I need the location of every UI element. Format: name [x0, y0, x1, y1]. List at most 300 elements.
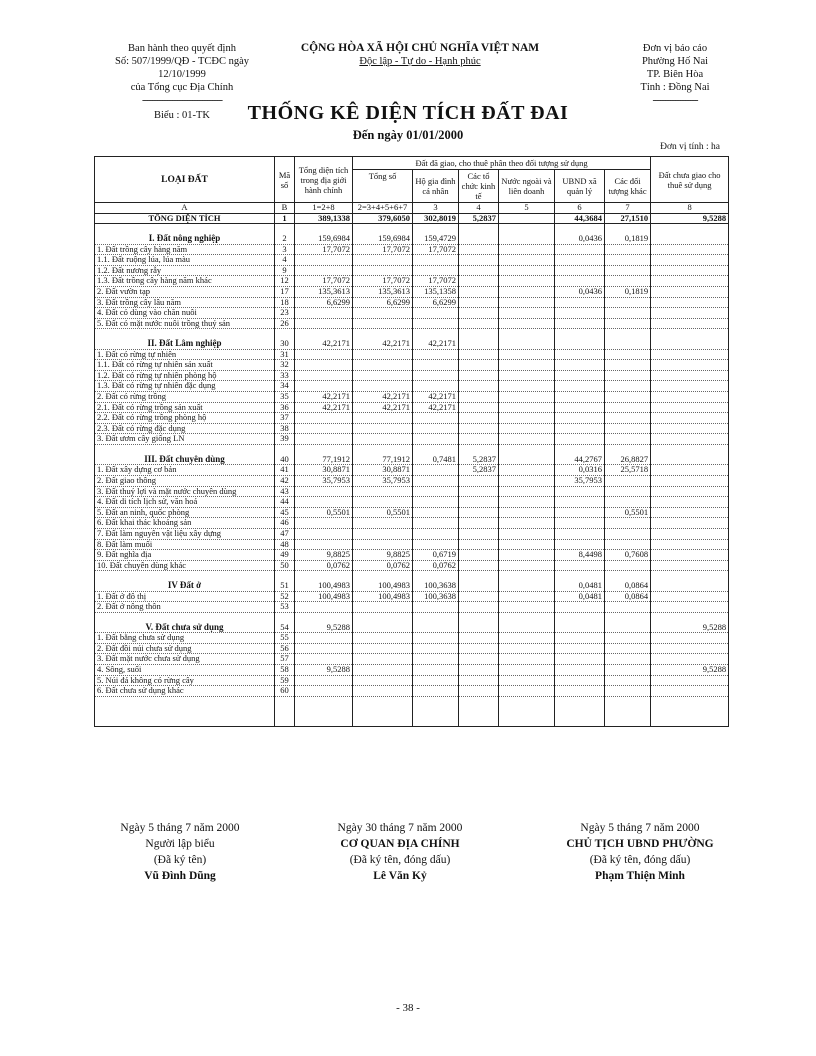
value-cell-c8 [651, 392, 729, 403]
value-cell-c6 [555, 308, 605, 319]
section-row [95, 234, 729, 244]
value-cell-c1 [295, 413, 353, 424]
value-cell-c5 [499, 465, 555, 476]
value-cell-c7 [605, 423, 651, 434]
blank-cell [353, 329, 413, 339]
sig-note: (Đã ký tên, đóng dấu) [589, 854, 691, 866]
land-type-cell: 1.3. Đất có rừng tự nhiên đặc dụng [95, 381, 275, 392]
blank-cell [95, 445, 275, 455]
blank-cell [413, 224, 459, 234]
value-cell-c7 [605, 497, 651, 508]
blank-cell [353, 717, 413, 727]
value-cell-c2 [353, 518, 413, 529]
value-cell-c5 [499, 654, 555, 665]
blank-cell [651, 571, 729, 581]
value-cell-c6 [555, 539, 605, 550]
code-cell: 47 [275, 528, 295, 539]
value-cell-c2: 379,6050 [353, 213, 413, 224]
col-land-type: LOẠI ĐẤT [95, 157, 275, 203]
value-cell-c6 [555, 381, 605, 392]
value-cell-c5 [499, 349, 555, 360]
blank-cell [555, 717, 605, 727]
section-row [95, 455, 729, 465]
land-type-cell: I. Đất nông nghiệp [95, 234, 275, 244]
value-cell-c4 [459, 591, 499, 602]
value-cell-c1 [295, 360, 353, 371]
value-cell-c5 [499, 234, 555, 244]
value-cell-c4 [459, 381, 499, 392]
value-cell-c8 [651, 297, 729, 308]
value-cell-c4 [459, 392, 499, 403]
value-cell-c8 [651, 486, 729, 497]
land-type-cell: 1. Đất xây dựng cơ bản [95, 465, 275, 476]
blank-cell [275, 571, 295, 581]
value-cell-c7: 0,1819 [605, 286, 651, 297]
code-cell: 26 [275, 318, 295, 329]
value-cell-c8 [651, 308, 729, 319]
value-cell-c7 [605, 486, 651, 497]
value-cell-c1 [295, 434, 353, 445]
value-cell-c4: 5,2837 [459, 465, 499, 476]
value-cell-c5 [499, 360, 555, 371]
value-cell-c1 [295, 486, 353, 497]
value-cell-c4 [459, 539, 499, 550]
value-cell-c8 [651, 244, 729, 255]
province-name: Tỉnh : Đồng Nai [640, 82, 710, 93]
value-cell-c8 [651, 339, 729, 349]
value-cell-c7 [605, 360, 651, 371]
table-row [95, 643, 729, 654]
land-type-cell: 5. Đất có mặt nước nuôi trồng thuỷ sản [95, 318, 275, 329]
land-type-cell: IV Đất ở [95, 581, 275, 591]
value-cell-c8 [651, 423, 729, 434]
section-row [95, 623, 729, 633]
column-index: 8 [651, 203, 729, 214]
column-index: B [275, 203, 295, 214]
signature-preparer [70, 820, 290, 884]
value-cell-c6: 0,0436 [555, 234, 605, 244]
value-cell-c7: 0,7608 [605, 550, 651, 561]
value-cell-c8 [651, 686, 729, 697]
value-cell-c2: 9,8825 [353, 550, 413, 561]
value-cell-c6 [555, 244, 605, 255]
blank-cell [555, 445, 605, 455]
code-cell: 30 [275, 339, 295, 349]
decision-line-2: Số: 507/1999/QĐ - TCĐC ngày 12/10/1999 [115, 56, 249, 80]
national-motto: Độc lập - Tự do - Hạnh phúc [359, 56, 481, 67]
value-cell-c8 [651, 539, 729, 550]
code-cell: 52 [275, 591, 295, 602]
value-cell-c7 [605, 560, 651, 571]
col-sub-total: Tổng số [353, 170, 413, 203]
value-cell-c6 [555, 255, 605, 266]
value-cell-c6 [555, 507, 605, 518]
blank-cell [651, 612, 729, 622]
sig-note: (Đã ký tên) [153, 854, 207, 866]
code-cell: 55 [275, 633, 295, 644]
value-cell-c1 [295, 255, 353, 266]
value-cell-c7: 26,8827 [605, 455, 651, 465]
blank-cell [295, 329, 353, 339]
value-cell-c7 [605, 518, 651, 529]
blank-cell [605, 571, 651, 581]
land-type-cell: V. Đất chưa sử dụng [95, 623, 275, 633]
sig-role: CƠ QUAN ĐỊA CHÍNH [340, 838, 460, 850]
code-cell: 2 [275, 234, 295, 244]
table-row [95, 465, 729, 476]
code-cell: 9 [275, 265, 295, 276]
value-cell-c2: 17,7072 [353, 244, 413, 255]
value-cell-c1 [295, 539, 353, 550]
code-cell: 40 [275, 455, 295, 465]
table-row [95, 297, 729, 308]
reporting-dashes: ------------------ [652, 95, 698, 106]
value-cell-c4 [459, 528, 499, 539]
code-cell: 41 [275, 465, 295, 476]
blank-row [95, 571, 729, 581]
table-row [95, 591, 729, 602]
value-cell-c1: 9,5288 [295, 665, 353, 676]
value-cell-c3 [413, 476, 459, 487]
blank-row [95, 717, 729, 727]
value-cell-c5 [499, 392, 555, 403]
value-cell-c2: 100,4983 [353, 581, 413, 591]
value-cell-c6 [555, 623, 605, 633]
code-cell: 59 [275, 675, 295, 686]
value-cell-c6 [555, 265, 605, 276]
value-cell-c6 [555, 297, 605, 308]
blank-cell [555, 707, 605, 717]
page-subtitle: Đến ngày 01/01/2000 [352, 128, 464, 142]
land-type-cell: 2.2. Đất có rừng trồng phòng hộ [95, 413, 275, 424]
value-cell-c5 [499, 402, 555, 413]
code-cell: 49 [275, 550, 295, 561]
value-cell-c2: 0,5501 [353, 507, 413, 518]
value-cell-c1 [295, 686, 353, 697]
value-cell-c2 [353, 497, 413, 508]
value-cell-c3 [413, 643, 459, 654]
value-cell-c2 [353, 528, 413, 539]
value-cell-c5 [499, 518, 555, 529]
value-cell-c4 [459, 686, 499, 697]
value-cell-c2: 30,8871 [353, 465, 413, 476]
land-type-cell: 2. Đất giao thông [95, 476, 275, 487]
blank-row [95, 445, 729, 455]
value-cell-c1: 389,1338 [295, 213, 353, 224]
value-cell-c8 [651, 675, 729, 686]
value-cell-c2 [353, 654, 413, 665]
blank-cell [295, 224, 353, 234]
value-cell-c1: 100,4983 [295, 591, 353, 602]
code-cell: 44 [275, 497, 295, 508]
value-cell-c4 [459, 265, 499, 276]
value-cell-c6 [555, 423, 605, 434]
value-cell-c5 [499, 213, 555, 224]
code-cell: 33 [275, 370, 295, 381]
value-cell-c8: 9,5288 [651, 623, 729, 633]
value-cell-c6 [555, 402, 605, 413]
column-index: 7 [605, 203, 651, 214]
total-row [95, 213, 729, 224]
value-cell-c1 [295, 675, 353, 686]
blank-cell [413, 707, 459, 717]
value-cell-c1 [295, 654, 353, 665]
value-cell-c5 [499, 455, 555, 465]
value-cell-c2 [353, 413, 413, 424]
value-cell-c5 [499, 276, 555, 287]
blank-cell [605, 612, 651, 622]
column-index-row [95, 203, 729, 214]
value-cell-c4: 5,2837 [459, 213, 499, 224]
blank-cell [605, 696, 651, 706]
code-cell: 45 [275, 507, 295, 518]
value-cell-c6 [555, 360, 605, 371]
value-cell-c1: 0,0762 [295, 560, 353, 571]
value-cell-c6 [555, 654, 605, 665]
value-cell-c4 [459, 286, 499, 297]
value-cell-c4 [459, 623, 499, 633]
blank-cell [459, 224, 499, 234]
value-cell-c1 [295, 643, 353, 654]
sig-date: Ngày 30 tháng 7 năm 2000 [337, 822, 463, 834]
blank-cell [499, 329, 555, 339]
value-cell-c5 [499, 550, 555, 561]
land-type-cell: 4. Đất di tích lịch sử, văn hoá [95, 497, 275, 508]
land-type-cell: 1. Đất có rừng tự nhiên [95, 349, 275, 360]
value-cell-c3 [413, 497, 459, 508]
value-cell-c3 [413, 434, 459, 445]
value-cell-c6 [555, 434, 605, 445]
table-row [95, 286, 729, 297]
value-cell-c2 [353, 255, 413, 266]
value-cell-c4 [459, 507, 499, 518]
code-cell: 18 [275, 297, 295, 308]
land-type-cell: 1. Đất ở đô thị [95, 591, 275, 602]
value-cell-c2 [353, 318, 413, 329]
blank-cell [499, 224, 555, 234]
value-cell-c8 [651, 550, 729, 561]
table-header [95, 157, 729, 214]
code-cell: 31 [275, 349, 295, 360]
code-cell: 17 [275, 286, 295, 297]
value-cell-c6 [555, 518, 605, 529]
code-cell: 56 [275, 643, 295, 654]
value-cell-c3 [413, 486, 459, 497]
blank-cell [275, 612, 295, 622]
blank-cell [353, 224, 413, 234]
sig-role: Người lập biểu [145, 838, 215, 850]
column-index: 3 [413, 203, 459, 214]
value-cell-c1 [295, 518, 353, 529]
column-index: A [95, 203, 275, 214]
value-cell-c5 [499, 581, 555, 591]
value-cell-c4 [459, 550, 499, 561]
value-cell-c3: 0,6719 [413, 550, 459, 561]
blank-cell [651, 445, 729, 455]
value-cell-c4 [459, 654, 499, 665]
value-cell-c8 [651, 560, 729, 571]
blank-cell [95, 707, 275, 717]
value-cell-c3 [413, 633, 459, 644]
blank-cell [275, 717, 295, 727]
value-cell-c8 [651, 633, 729, 644]
value-cell-c2: 135,3613 [353, 286, 413, 297]
value-cell-c3 [413, 602, 459, 613]
value-cell-c7 [605, 381, 651, 392]
land-type-cell: 2. Đất đồi núi chưa sử dụng [95, 643, 275, 654]
blank-row [95, 707, 729, 717]
blank-cell [499, 696, 555, 706]
blank-cell [605, 717, 651, 727]
blank-cell [499, 445, 555, 455]
blank-cell [605, 707, 651, 717]
value-cell-c3: 42,2171 [413, 339, 459, 349]
blank-cell [413, 329, 459, 339]
blank-cell [275, 329, 295, 339]
table-row [95, 402, 729, 413]
signature-ward-chairman [530, 820, 750, 884]
code-cell: 60 [275, 686, 295, 697]
value-cell-c7 [605, 528, 651, 539]
table-row [95, 665, 729, 676]
section-row [95, 581, 729, 591]
value-cell-c7 [605, 392, 651, 403]
page-title: THỐNG KÊ DIỆN TÍCH ĐẤT ĐAI [247, 102, 569, 124]
land-type-cell: 6. Đất chưa sử dụng khác [95, 686, 275, 697]
column-index: 2=3+4+5+6+7 [353, 203, 413, 214]
value-cell-c1 [295, 349, 353, 360]
value-cell-c7: 0,0864 [605, 591, 651, 602]
value-cell-c2: 6,6299 [353, 297, 413, 308]
value-cell-c8 [651, 318, 729, 329]
value-cell-c3 [413, 255, 459, 266]
value-cell-c1 [295, 423, 353, 434]
value-cell-c1: 17,7072 [295, 276, 353, 287]
value-cell-c7 [605, 318, 651, 329]
value-cell-c2 [353, 265, 413, 276]
code-cell: 3 [275, 244, 295, 255]
value-cell-c7 [605, 339, 651, 349]
value-cell-c5 [499, 507, 555, 518]
value-cell-c6: 35,7953 [555, 476, 605, 487]
value-cell-c5 [499, 381, 555, 392]
value-cell-c8 [651, 643, 729, 654]
value-cell-c1: 9,5288 [295, 623, 353, 633]
value-cell-c4 [459, 349, 499, 360]
value-cell-c1: 100,4983 [295, 581, 353, 591]
value-cell-c8 [651, 518, 729, 529]
value-cell-c7 [605, 255, 651, 266]
blank-cell [499, 717, 555, 727]
value-cell-c3 [413, 507, 459, 518]
section-row [95, 339, 729, 349]
signature-cadastral-office [290, 820, 510, 884]
value-cell-c6 [555, 665, 605, 676]
table-row [95, 560, 729, 571]
value-cell-c4 [459, 308, 499, 319]
value-cell-c4 [459, 486, 499, 497]
decision-line-1: Ban hành theo quyết định [128, 43, 236, 54]
code-cell: 37 [275, 413, 295, 424]
national-header [300, 42, 540, 68]
value-cell-c2 [353, 486, 413, 497]
value-cell-c4 [459, 297, 499, 308]
col-household: Hộ gia đình cá nhân [413, 170, 459, 203]
table-row [95, 318, 729, 329]
land-type-cell: 6. Đất khai thác khoáng sản [95, 518, 275, 529]
code-cell: 12 [275, 276, 295, 287]
land-type-cell: 3. Đất mặt nước chưa sử dụng [95, 654, 275, 665]
land-type-cell: TỔNG DIỆN TÍCH [95, 213, 275, 224]
table-row [95, 550, 729, 561]
value-cell-c8 [651, 476, 729, 487]
value-cell-c2: 159,6984 [353, 234, 413, 244]
value-cell-c8 [651, 360, 729, 371]
col-ubnd: UBND xã quản lý [555, 170, 605, 203]
value-cell-c7: 0,5501 [605, 507, 651, 518]
column-index: 5 [499, 203, 555, 214]
blank-cell [459, 707, 499, 717]
value-cell-c5 [499, 528, 555, 539]
sig-name: Lê Văn Kỷ [373, 870, 427, 882]
value-cell-c5 [499, 434, 555, 445]
value-cell-c3: 0,7481 [413, 455, 459, 465]
value-cell-c2 [353, 423, 413, 434]
value-cell-c2 [353, 434, 413, 445]
value-cell-c7 [605, 686, 651, 697]
land-type-cell: 2. Đất vườn tạp [95, 286, 275, 297]
value-cell-c7 [605, 539, 651, 550]
value-cell-c1: 42,2171 [295, 402, 353, 413]
value-cell-c1: 42,2171 [295, 339, 353, 349]
blank-cell [95, 717, 275, 727]
value-cell-c2 [353, 665, 413, 676]
table-row [95, 308, 729, 319]
value-cell-c3: 17,7072 [413, 244, 459, 255]
value-cell-c4 [459, 234, 499, 244]
value-cell-c7 [605, 276, 651, 287]
reporting-unit-label: Đơn vị báo cáo [642, 43, 708, 54]
code-cell: 38 [275, 423, 295, 434]
value-cell-c5 [499, 370, 555, 381]
value-cell-c2 [353, 349, 413, 360]
code-cell: 57 [275, 654, 295, 665]
value-cell-c8 [651, 602, 729, 613]
value-cell-c2: 0,0762 [353, 560, 413, 571]
blank-cell [413, 612, 459, 622]
col-organizations: Các tổ chức kinh tế [459, 170, 499, 203]
value-cell-c8 [651, 591, 729, 602]
value-cell-c3 [413, 349, 459, 360]
value-cell-c5 [499, 286, 555, 297]
value-cell-c4 [459, 633, 499, 644]
sig-role: CHỦ TỊCH UBND PHƯỜNG [566, 838, 714, 850]
value-cell-c3 [413, 265, 459, 276]
table-row [95, 686, 729, 697]
value-cell-c7 [605, 413, 651, 424]
value-cell-c1: 77,1912 [295, 455, 353, 465]
sig-name: Vũ Đình Dũng [144, 870, 216, 882]
value-cell-c5 [499, 497, 555, 508]
code-cell: 4 [275, 255, 295, 266]
blank-cell [413, 445, 459, 455]
value-cell-c8 [651, 654, 729, 665]
table-row [95, 507, 729, 518]
value-cell-c8 [651, 497, 729, 508]
land-type-cell: III. Đất chuyên dùng [95, 455, 275, 465]
value-cell-c3 [413, 518, 459, 529]
land-type-cell: 1. Đất trồng cây hàng năm [95, 244, 275, 255]
